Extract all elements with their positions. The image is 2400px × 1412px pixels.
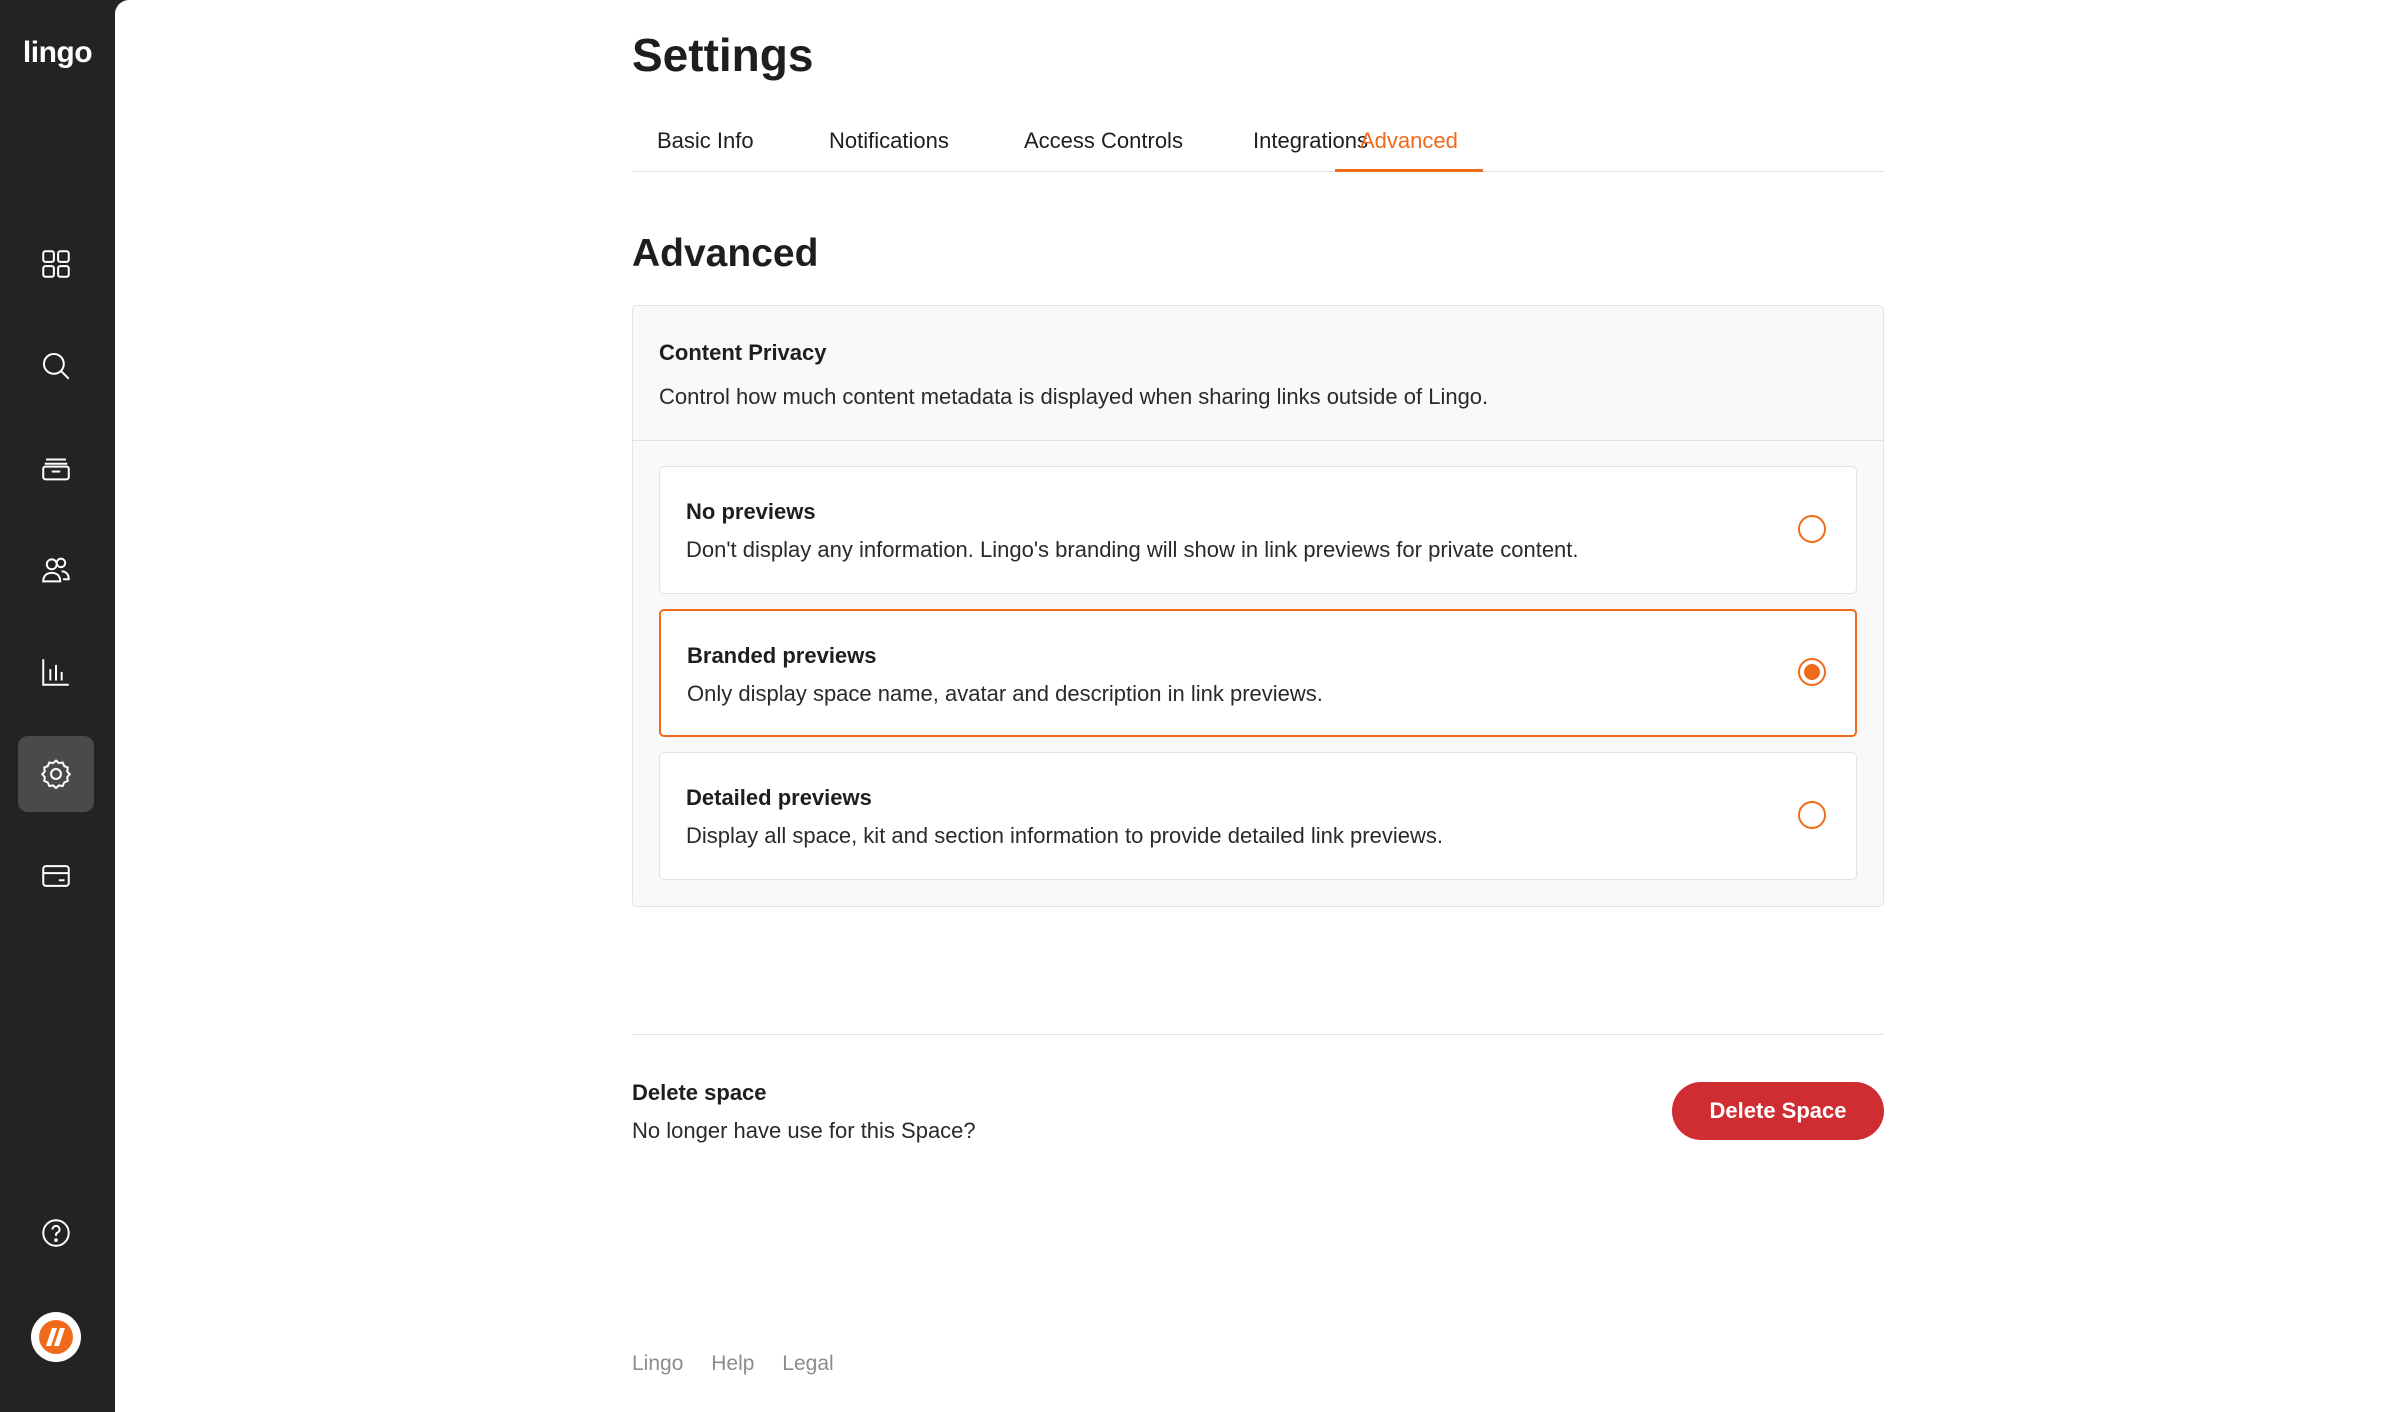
section-title: Advanced [632, 232, 819, 275]
option-title: Branded previews [687, 643, 877, 668]
archive-icon[interactable] [18, 430, 94, 506]
bar-chart-icon[interactable] [18, 634, 94, 710]
footer [632, 1352, 856, 1376]
option-title: Detailed previews [686, 785, 872, 810]
tab-integrations[interactable]: Integrations [1253, 128, 1368, 153]
option-branded-previews[interactable] [659, 609, 1857, 737]
gear-icon[interactable] [18, 736, 94, 812]
tab-access-controls[interactable]: Access Controls [1024, 128, 1183, 153]
footer-link-legal[interactable]: Legal [782, 1352, 834, 1375]
settings-tabs [632, 112, 1884, 172]
tab-basic-info[interactable]: Basic Info [657, 128, 754, 153]
content-privacy-panel [632, 305, 1884, 907]
content-privacy-description: Control how much content metadata is displayed when sharing links outside of Lingo. [659, 384, 1489, 409]
delete-space-button[interactable]: Delete Space [1672, 1082, 1884, 1140]
radio-detailed-previews[interactable] [1798, 801, 1826, 829]
delete-space-description: No longer have use for this Space? [632, 1118, 976, 1143]
footer-link-lingo[interactable]: Lingo [632, 1352, 684, 1375]
app-logo[interactable]: lingo [22, 36, 93, 69]
tab-advanced[interactable]: Advanced [1335, 112, 1483, 172]
option-no-previews[interactable] [659, 466, 1857, 594]
credit-card-icon[interactable] [18, 838, 94, 914]
section-divider [632, 1034, 1884, 1035]
tab-notifications[interactable]: Notifications [829, 128, 949, 153]
sidebar [0, 0, 115, 1412]
users-icon[interactable] [18, 532, 94, 608]
page-title: Settings [632, 29, 814, 81]
footer-link-help[interactable]: Help [711, 1352, 755, 1375]
space-avatar-icon[interactable] [31, 1312, 81, 1362]
content-privacy-header [633, 306, 1883, 441]
grid-icon[interactable] [18, 226, 94, 302]
option-description: Only display space name, avatar and description in link previews. [687, 681, 1323, 706]
option-detailed-previews[interactable] [659, 752, 1857, 880]
option-description: Display all space, kit and section information to provide detailed link previews. [686, 823, 1443, 848]
main-panel [115, 0, 2400, 1412]
content-privacy-heading: Content Privacy [659, 340, 827, 365]
option-title: No previews [686, 499, 816, 524]
search-icon[interactable] [18, 328, 94, 404]
radio-branded-previews[interactable] [1798, 658, 1826, 686]
help-circle-icon[interactable] [18, 1195, 94, 1271]
delete-space-title: Delete space [632, 1080, 767, 1105]
radio-no-previews[interactable] [1798, 515, 1826, 543]
option-description: Don't display any information. Lingo's branding will show in link previews for private content. [686, 537, 1579, 562]
